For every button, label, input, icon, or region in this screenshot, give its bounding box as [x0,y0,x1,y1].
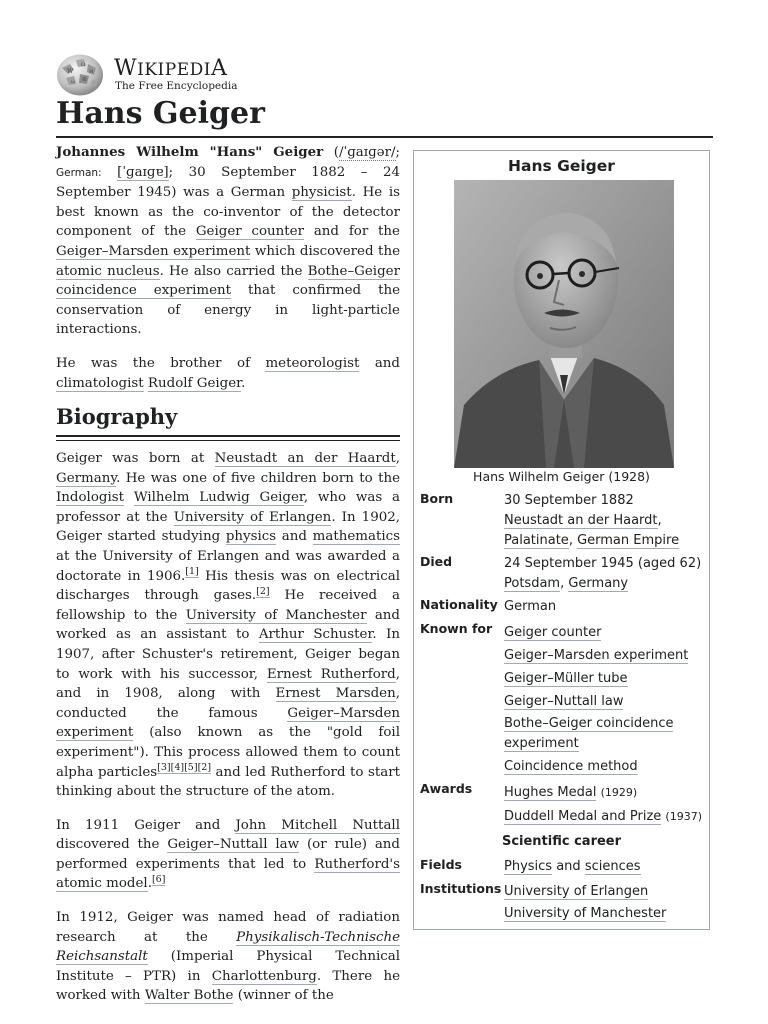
scientific-career-header: Scientific career [501,834,622,849]
died-date: 24 September 1945 (aged 62) [504,556,702,571]
link-arthur-schuster[interactable]: Arthur Schuster [258,627,373,643]
reference-link[interactable]: [2] [197,762,212,774]
bio-text: (Imperial Physical Technical Institute – PTR) in [56,949,400,984]
reference-link[interactable]: [3] [157,762,171,774]
section-heading-biography: Biography [56,404,178,429]
award-year: (1929) [600,786,638,799]
page-title: Hans Geiger [56,96,265,131]
lead-text: ( [323,145,340,160]
infobox-title: Hans Geiger [508,157,615,175]
known-for-item[interactable]: Geiger–Müller tube [504,671,628,686]
link-rudolf-geiger[interactable]: Rudolf Geiger [147,375,242,391]
lead-text: ; 30 September 1882 – 24 September 1945) was a German [56,164,400,201]
link-geiger-nuttall-law[interactable]: Geiger–Nuttall law [167,837,300,853]
bio-text: at the University of Erlangen and was awarded a doctorate in 1906. [56,548,400,584]
died-value [504,554,704,594]
reference-link[interactable]: [2] [256,585,270,597]
bio-text: In 1911 Geiger and [56,817,236,833]
lead-text: which discovered the [250,243,400,259]
infobox [413,150,710,930]
link-university-of-erlangen[interactable]: University of Erlangen [504,884,649,899]
lead-text: that confirmed the conservation of energy in light-particle interactions. [56,283,400,338]
bio-text: , and in 1908, along with [56,666,400,702]
known-for-item[interactable]: Geiger counter [504,625,602,640]
nationality-value: German [504,599,557,614]
link-germany[interactable]: Germany [56,470,117,486]
link-ptr[interactable]: Physikalisch-Technische Reichsanstalt [56,929,400,965]
lead-text: and [359,355,401,371]
bio-text: . In 1907, after Schuster's retirement, Geiger began to work with his successor, [56,627,400,682]
bio-text: He received a fellowship to the [56,588,401,623]
known-for-list [504,621,704,778]
link-bothe-geiger-experiment[interactable]: Bothe–Geiger coincidence experiment [56,263,400,299]
bio-text: and worked as an assistant to [56,607,401,643]
link-physicist[interactable]: physicist [291,185,352,201]
link-john-mitchell-nuttall[interactable]: John Mitchell Nuttall [235,817,400,833]
link-walter-bothe[interactable]: Walter Bothe [144,988,234,1004]
german-label: German: [56,166,102,179]
link-university-of-manchester[interactable]: University of Manchester [185,607,367,623]
wikipedia-globe-icon[interactable] [56,54,104,96]
bio-text: In 1912, Geiger was named head of radiation research at the [56,910,400,945]
known-for-label: Known for [420,621,493,636]
born-value [504,491,704,551]
link-climatologist[interactable]: climatologist [56,375,144,391]
link-geiger-counter[interactable]: Geiger counter [195,224,304,240]
link-potsdam[interactable]: Potsdam [504,576,561,591]
german-ipa-link[interactable]: [ˈɡaɪɡɐ] [117,164,169,180]
bio-text: and led Rutherford to start thinking about the structure of the atom. [56,764,400,800]
bio-text: , conducted the famous [56,686,400,721]
link-mathematics[interactable]: mathematics [312,529,400,545]
link-german-empire[interactable]: German Empire [577,533,680,548]
reference-link[interactable]: [1] [185,566,199,578]
awards-label: Awards [420,781,473,796]
lead-text: . He is best known as the co-inventor of the detector component of the [56,185,400,240]
link-ernest-marsden[interactable]: Ernest Marsden [275,686,396,702]
lead-text: . [241,375,246,391]
institutions-list [504,881,704,925]
reference-link[interactable]: [6] [151,874,166,885]
link-born-place[interactable]: Neustadt an der Haardt [504,513,658,528]
bio-text: (winner of the [233,988,334,1004]
born-label: Born [420,491,454,506]
separator: , [560,576,569,591]
institutions-label: Institutions [420,881,502,896]
subject-name: Johannes Wilhelm "Hans" Geiger [56,144,324,160]
bio-text: (or rule) and performed experiments that led to [56,837,401,872]
svg-text:維: 維 [82,77,88,83]
link-geiger-marsden-experiment[interactable]: Geiger–Marsden experiment [56,705,400,741]
bio-text: , who was a professor at the [56,490,400,525]
bio-text: . He was one of five children born to the [116,470,400,486]
bio-text: . In 1902, Geiger started studying [56,509,401,545]
link-university-of-erlangen[interactable]: University of Erlangen [173,509,332,525]
link-wilhelm-ludwig-geiger[interactable]: Wilhelm Ludwig Geiger [133,490,304,506]
portrait-caption: Hans Wilhelm Geiger (1928) [473,469,650,484]
portrait-illustration [454,180,674,468]
link-duddell-medal[interactable]: Duddell Medal and Prize [504,809,662,824]
separator: , [568,533,578,548]
link-palatinate[interactable]: Palatinate [504,533,569,548]
separator: , [657,513,662,528]
known-for-item[interactable]: Coincidence method [504,759,638,774]
link-sciences[interactable]: sciences [584,859,641,874]
bio-text: His thesis was on electrical discharges through gases. [56,568,400,604]
section-divider [56,435,400,441]
lead-text: ; [395,145,401,160]
link-neustadt[interactable]: Neustadt an der Haardt [214,451,396,466]
wikipedia-wordmark[interactable]: WIKIPEDIA [114,56,228,81]
lead-text: He was the brother of [56,355,266,371]
bio-text: . There he worked with [56,968,400,1004]
known-for-item[interactable]: Geiger–Nuttall law [504,694,624,709]
bio-text: Geiger was born at [56,451,215,466]
lead-paragraph-1 [56,143,400,340]
lead-paragraph-2 [56,354,400,393]
bio-text: discovered the [56,837,168,853]
nationality-label: Nationality [420,597,498,612]
link-meteorologist[interactable]: meteorologist [265,355,360,371]
separator: and [552,859,585,874]
known-for-item[interactable]: Geiger–Marsden experiment [504,648,689,663]
link-hughes-medal[interactable]: Hughes Medal [504,785,597,800]
born-date: 30 September 1882 [504,493,634,508]
link-germany[interactable]: Germany [568,576,629,591]
bio-text: . [147,876,152,892]
link-geiger-marsden-experiment[interactable]: Geiger–Marsden experiment [56,243,251,259]
bio-text: (also known as the "gold foil experiment"). This process allowed them to count alpha particles [56,725,400,780]
svg-text:И: И [89,69,94,75]
link-physics[interactable]: physics [225,529,277,545]
bio-text: and [276,529,313,545]
link-indologist[interactable]: Indologist [56,490,124,506]
link-charlottenburg[interactable]: Charlottenburg [211,968,317,984]
reference-link[interactable]: [5] [184,762,198,774]
biography-section [56,449,400,1020]
bio-text: , [395,451,401,466]
svg-text:ω: ω [71,79,76,85]
awards-list [504,781,704,829]
svg-text:W: W [67,68,74,75]
bio-text [124,490,134,505]
portrait-image[interactable] [454,180,674,468]
biography-paragraph-2 [56,816,400,894]
title-divider [56,136,713,138]
wikipedia-tagline: The Free Encyclopedia [115,80,238,92]
known-for-item[interactable]: Bothe–Geiger coincidence experiment [504,716,674,751]
died-label: Died [420,554,453,569]
link-rutherford-model[interactable]: Rutherford's atomic model [56,856,400,892]
ipa-link[interactable]: /ˈɡaɪɡər/ [339,145,396,160]
link-ernest-rutherford[interactable]: Ernest Rutherford [266,666,396,682]
link-atomic-nucleus[interactable]: atomic nucleus [56,263,160,279]
link-physics[interactable]: Physics [504,859,553,874]
fields-label: Fields [420,857,462,872]
biography-paragraph-1 [56,449,400,802]
svg-text:Ω: Ω [81,62,86,68]
lead-text: and for the [304,224,400,240]
biography-paragraph-3 [56,908,400,1006]
lead-text: . He also carried the [159,263,308,279]
award-year: (1937) [665,810,702,823]
link-university-of-manchester[interactable]: University of Manchester [504,906,667,921]
reference-link[interactable]: [4] [170,762,185,774]
lead-section [56,143,400,407]
fields-value [504,857,704,877]
